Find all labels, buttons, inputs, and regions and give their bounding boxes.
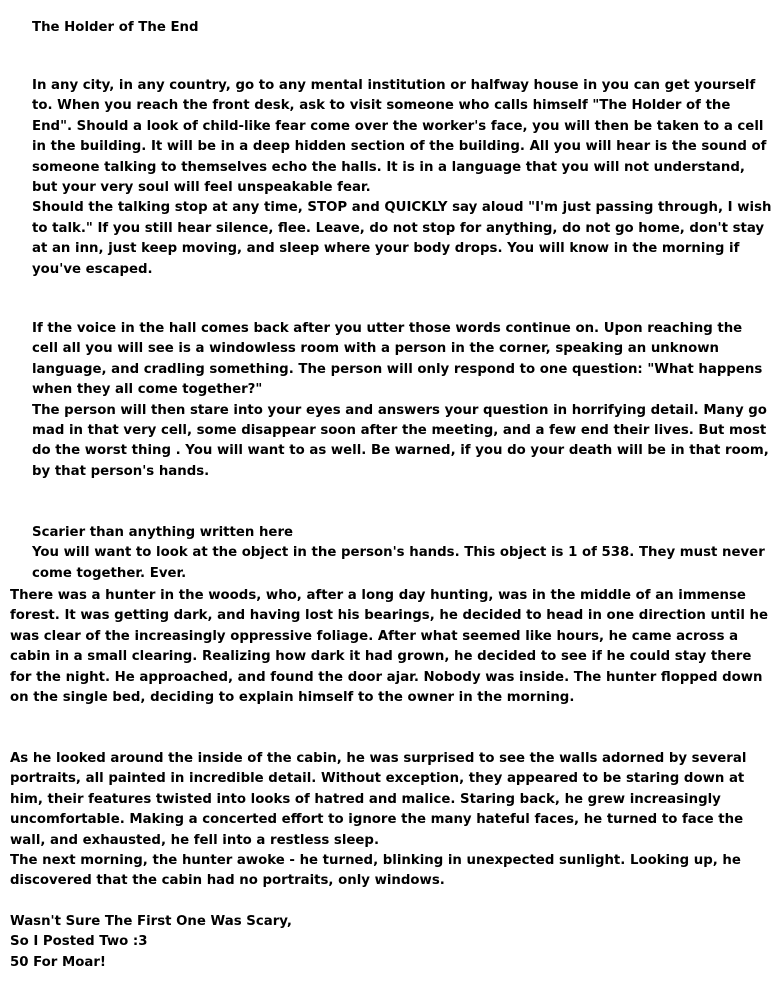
story2-paragraph-2: As he looked around the inside of the cabin, he was surprised to see the walls adorned by several portraits, all painted in incredible detail. Without exception, they appeared to be staring down at him, their features twisted into looks of hatred and malice. Staring back, he grew increasingly uncomfortable. Making a concerted effort to ignore the many hateful faces, he turned to face the wall, and exhausted, he fell into a restless sleep. [10,751,747,848]
footer-line-3: 50 For Moar! [10,954,106,970]
footer-note [10,912,610,973]
story1-cell-section [32,319,772,482]
story2-paragraph-3: The next morning, the hunter awoke - he turned, blinking in unexpected sunlight. Looking up, he discovered that the cabin had no portraits, only windows. [10,853,741,889]
page-title: The Holder of The End [32,20,199,35]
story1-section [32,76,772,280]
story2-paragraph-1: There was a hunter in the woods, who, after a long day hunting, was in the middle of an immense forest. It was getting dark, and having lost his bearings, he decided to head in one direction until he was clear of the increasingly oppressive foliage. After what seemed like hours, he came across a cabin in a small clearing. Realizing how dark it had grown, he decided to see if he could stay there for the night. He approached, and found the door ajar. Nobody was inside. The hunter flopped down on the single bed, deciding to explain himself to the owner in the morning. [10,588,769,706]
story1-paragraph-5: You will want to look at the object in the person's hands. This object is 1 of 538. They must never come together. Ever. [32,545,765,581]
story1-paragraph-3: If the voice in the hall comes back after you utter those words continue on. Upon reaching the cell all you will see is a windowless room with a person in the corner, speaking an unknown language, and cradling something. The person will only respond to one question: "What happens when they all come together?" [32,321,763,398]
footer-line-2: So I Posted Two :3 [10,934,148,950]
story1-ending-section [32,523,772,584]
footer-line-1: Wasn't Sure The First One Was Scary, [10,914,292,929]
story2-section [10,586,772,708]
story2-cabin-section [10,749,772,892]
story1-subheading: Scarier than anything written here [32,525,294,540]
story1-paragraph-4: The person will then stare into your eyes and answers your question in horrifying detail. Many go mad in that very cell, some disappear soon after the meeting, and a few end their lives. But most do the worst thing . You will want to as well. Be warned, if you do your death will be in that room, by that person's hands. [32,402,769,479]
story1-paragraph-2: Should the talking stop at any time, STOP and QUICKLY say aloud "I'm just passing through, I wish to talk." If you still hear silence, flee. Leave, do not stop for anything, do not go home, don't stay at an inn, just keep moving, and sleep where your body drops. You will know in the morning if you've escaped. [32,200,772,277]
story1-paragraph-1: In any city, in any country, go to any mental institution or halfway house in you can get yourself to. When you reach the front desk, ask to visit someone who calls himself "The Holder of the End". Should a look of child-like fear come over the worker's face, you will then be taken to a cell in the building. It will be in a deep hidden section of the building. All you will hear is the sound of someone talking to themselves echo the halls. It is in a language that you will not understand, but your very soul will feel unspeakable fear. [32,78,767,196]
